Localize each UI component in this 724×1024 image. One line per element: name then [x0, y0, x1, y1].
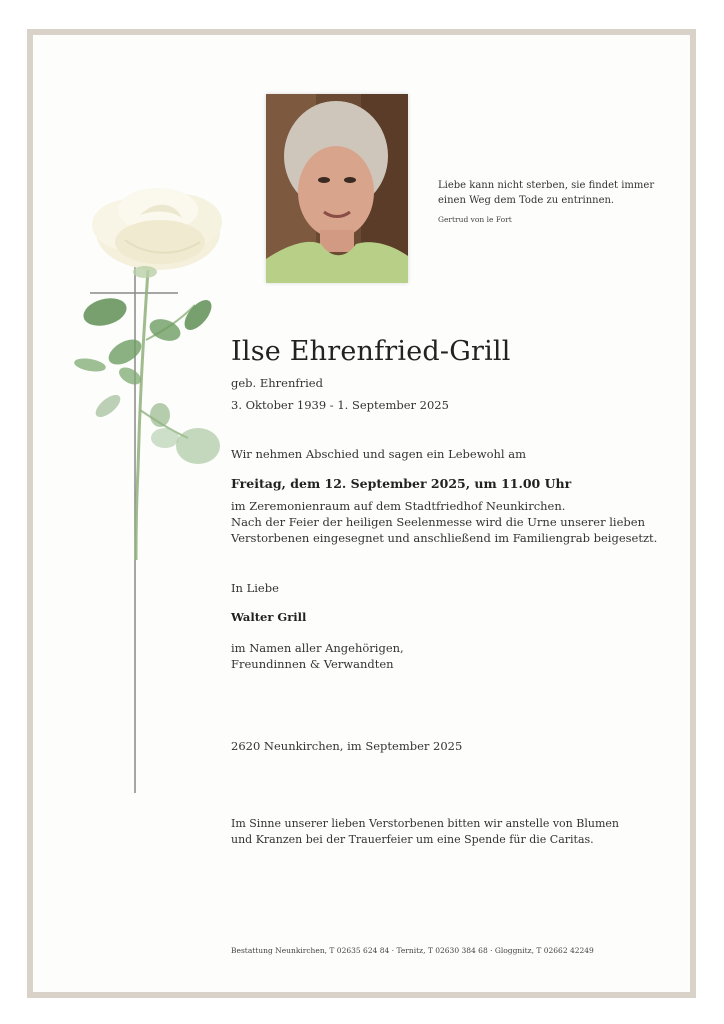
ceremony-location: im Zeremonienraum auf dem Stadtfriedhof Neunkirchen.	[231, 499, 566, 513]
birth-name: geb. Ehrenfried	[231, 376, 323, 390]
ceremony-intro: Wir nehmen Abschied und sagen ein Lebewohl am	[231, 447, 526, 461]
mourners-line-2: Freundinnen & Verwandten	[231, 657, 394, 671]
life-dates: 3. Oktober 1939 - 1. September 2025	[231, 398, 449, 412]
quote-author: Gertrud von le Fort	[438, 215, 512, 224]
ceremony-line-3: Verstorbenen eingesegnet und anschließend im Familiengrab beigesetzt.	[231, 531, 658, 545]
deceased-name: Ilse Ehrenfried-Grill	[231, 336, 511, 367]
ceremony-line-2: Nach der Feier der heiligen Seelenmesse wird die Urne unserer lieben	[231, 515, 645, 529]
quote-line-2: einen Weg dem Tode zu entrinnen.	[438, 195, 615, 206]
place-date: 2620 Neunkirchen, im September 2025	[231, 739, 463, 753]
rose-cross-illustration	[70, 180, 240, 810]
donation-line-2: und Kranzen bei der Trauerfeier um eine Spende für die Caritas.	[231, 833, 594, 846]
ceremony-date-time: Freitag, dem 12. September 2025, um 11.00 Uhr	[231, 476, 572, 491]
mourners-intro: In Liebe	[231, 581, 279, 595]
portrait-photo	[266, 94, 408, 283]
donation-line-1: Im Sinne unserer lieben Verstorbenen bitten wir anstelle von Blumen	[231, 817, 619, 830]
mourners-line-1: im Namen aller Angehörigen,	[231, 641, 404, 655]
footer-contact: Bestattung Neunkirchen, T 02635 624 84 · Ternitz, T 02630 384 68 · Gloggnitz, T 02662 42249	[231, 946, 594, 955]
mourner-name: Walter Grill	[231, 610, 307, 624]
quote-line-1: Liebe kann nicht sterben, sie findet immer	[438, 180, 655, 191]
quote-block	[438, 178, 668, 227]
